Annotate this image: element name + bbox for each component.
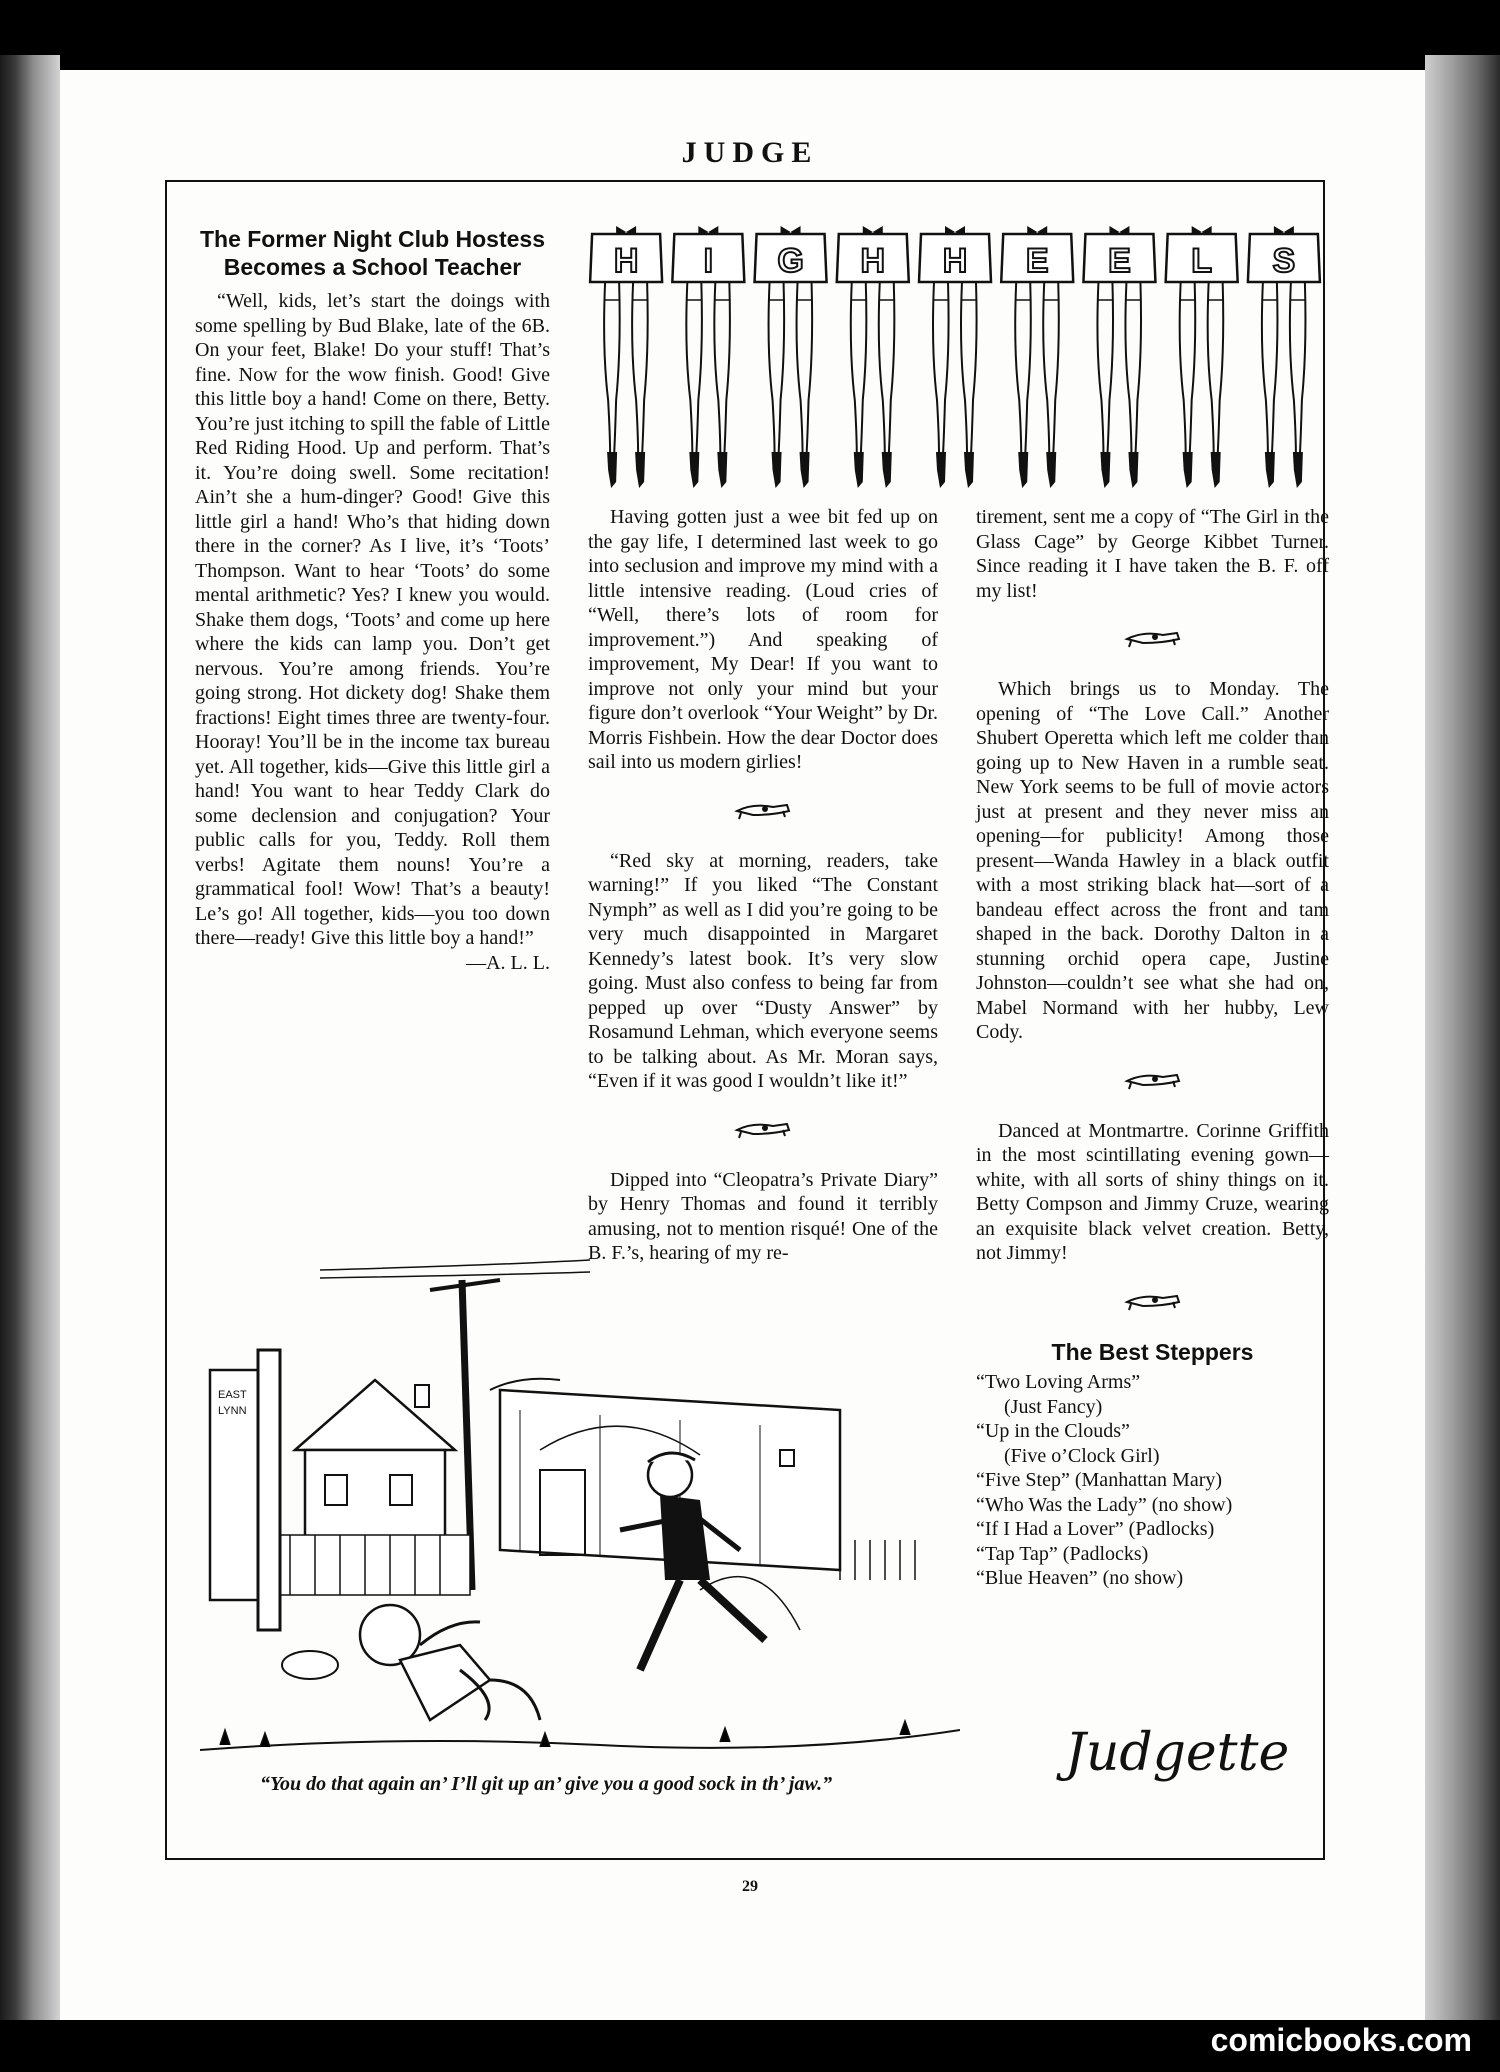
banner-letter-card (1166, 226, 1238, 488)
best-steppers-title: The Best Steppers (1051, 1338, 1254, 1365)
song-title: “Who Was the Lady” (no show) (976, 1493, 1233, 1516)
song-title: “Five Step” (Manhattan Mary) (976, 1469, 1223, 1491)
stepper-song (976, 1468, 1329, 1493)
banner-letter: E (1108, 242, 1131, 280)
paragraph-montmartre: Danced at Montmartre. Corinne Griffith in the most scintillating evening gown—white, with all sorts of shiny things on it. Betty Compson and Jimmy Cruze, wearing an exquisite black velvet creation. Betty, not Jimmy! (976, 1119, 1329, 1264)
stepper-song (976, 1517, 1329, 1542)
banner-letter-card (919, 226, 991, 488)
cartoon-sign-text: EAST LYNN (218, 1389, 247, 1417)
article-column-left (195, 225, 550, 975)
banner-letter-card (672, 226, 744, 488)
column-middle (588, 505, 938, 1288)
book-spine-left (0, 55, 60, 2020)
stepper-song (976, 1493, 1329, 1518)
banner-letter: H (942, 242, 968, 280)
column-right (976, 505, 1329, 1591)
song-show: (Just Fancy) (1004, 1395, 1103, 1418)
banner-letter: G (777, 242, 804, 280)
shoe-divider-icon (733, 797, 793, 821)
song-title: “Up in the Clouds” (976, 1420, 1130, 1442)
song-title: “Tap Tap” (Padlocks) (976, 1542, 1149, 1565)
article-headline: The Former Night Club Hostess Becomes a School Teacher (199, 226, 546, 280)
banner-letter: S (1272, 242, 1296, 280)
paragraph-reading: Having gotten just a wee bit fed up on the gay life, I determined last week to go into seclusion and improve my mind with a little intensive reading. (Loud cries of “Well, there’s lots of room for improvement.”) And speaking of improvement, My Dear! If you want to improve not only your mind but your figure don’t overlook “Your Weight” by Dr. Morris Fishbein. How the dear Doctor does sail into us modern girlies! (588, 506, 938, 773)
shoe-divider-icon (733, 1116, 793, 1140)
banner-letter-card (1001, 226, 1073, 488)
paragraph-cleopatra: Dipped into “Cleopatra’s Private Diary” by Henry Thomas and found it terribly amusing, not to mention risqué! One of the B. F.’s, hearing of my re- (588, 1168, 938, 1264)
shoe-divider-icon (1123, 1288, 1183, 1312)
cartoon-illustration (200, 1250, 960, 1780)
best-steppers-list (976, 1370, 1329, 1591)
song-title: “Two Loving Arms” (976, 1371, 1141, 1393)
article-body: “Well, kids, let’s start the doings with some spelling by Bud Blake, late of the 6B. On your feet, Blake! Do your stuff! That’s fine. Now for the wow finish. Good! Give this little boy a hand! Come on there, Betty. You’re just itching to spill the fable of Little Red Riding Hood. Up and perform. That’s it. You’re doing swell. Some recitation! Ain’t she a hum-dinger? Good! Give this little girl a hand! Who’s that hiding down there in the corner? As I live, it’s ‘Toots’ Thompson. Want to hear ‘Toots’ do some mental arithmetic? Yes? I knew you would. Shake them dogs, ‘Toots’ and come up here where the kids can lamp you. Don’t get nervous. You’re among friends. You’re going strong. Hot dickety dog! Shake them fractions! Eight times three are twenty-four. Hooray! You’ll be in the income tax bureau yet. All together, kids—Give this little girl a hand! You want to hear Teddy Clark do some declension and conjugation? Your public calls for you, Teddy. Roll them verbs! Agitate them nouns! You’re a grammatical fool! Wow! That’s a beauty! Le’s go! All together, kids—you too down there—ready! Give this little boy a hand!” (195, 290, 550, 949)
shoe-divider-icon (1123, 625, 1183, 649)
paragraph-monday: Which brings us to Monday. The opening of “The Love Call.” Another Shubert Operetta which left me colder than going up to New Haven in a rumble seat. New York seems to be full of movie actors just at present and they never miss an opening—for publicity! Among those present—Wanda Hawley in a black outfit with a most striking black hat—sort of a bandeau effect across the front and tam shaped in the back. Dorothy Dalton in a stunning orchid opera cape, Justine Johnston—couldn’t see what she had on, Mabel Normand with her hubby, Lew Cody. (976, 678, 1329, 1043)
cartoon-caption: “You do that again an’ I’ll git up an’ give you a good sock in th’ jaw.” (260, 1773, 833, 1795)
watermark: comicbooks.com (1210, 2022, 1472, 2058)
banner-letter-card (1248, 226, 1320, 488)
banner-letter-card (837, 226, 909, 488)
banner-letter: H (613, 242, 639, 280)
stepper-song (976, 1566, 1329, 1591)
banner-letter: E (1025, 242, 1049, 280)
stepper-song (976, 1419, 1329, 1468)
banner-letter-card (755, 226, 827, 488)
banner-letter: H (860, 242, 886, 280)
judgette-signature (1055, 1710, 1325, 1800)
signature-text: Judgette (1065, 1723, 1290, 1783)
stepper-song (976, 1542, 1329, 1567)
song-title: “Blue Heaven” (no show) (976, 1567, 1184, 1589)
paragraph-retirement: tirement, sent me a copy of “The Girl in the Glass Cage” by George Kibbet Turner. Since reading it I have taken the B. F. off my list! (976, 506, 1329, 602)
banner-letter: L (1191, 242, 1213, 280)
banner-letter-card (1083, 226, 1155, 488)
shoe-divider-icon (1123, 1067, 1183, 1091)
banner-letter-card (590, 226, 662, 488)
high-heels-banner (585, 220, 1325, 490)
banner-letter: I (703, 242, 714, 280)
song-title: “If I Had a Lover” (Padlocks) (976, 1518, 1215, 1540)
masthead: JUDGE (681, 136, 819, 169)
book-edge-right (1425, 55, 1500, 2020)
paragraph-red-sky: “Red sky at morning, readers, take warning!” If you liked “The Constant Nymph” as well as I did you’re going to be very much disappointed in Margaret Kennedy’s latest book. It’s very slow going. Must also confess to being far from pepped up over “Dusty Answer” by Rosamund Lehman, which everyone seems to be talking about. As Mr. Moran says, “Even if it was good I wouldn’t like it!” (588, 849, 938, 1092)
article-signoff: —A. L. L. (466, 951, 550, 974)
stepper-song (976, 1370, 1329, 1419)
page-number: 29 (742, 1878, 758, 1895)
song-show: (Five o’Clock Girl) (1004, 1444, 1160, 1467)
